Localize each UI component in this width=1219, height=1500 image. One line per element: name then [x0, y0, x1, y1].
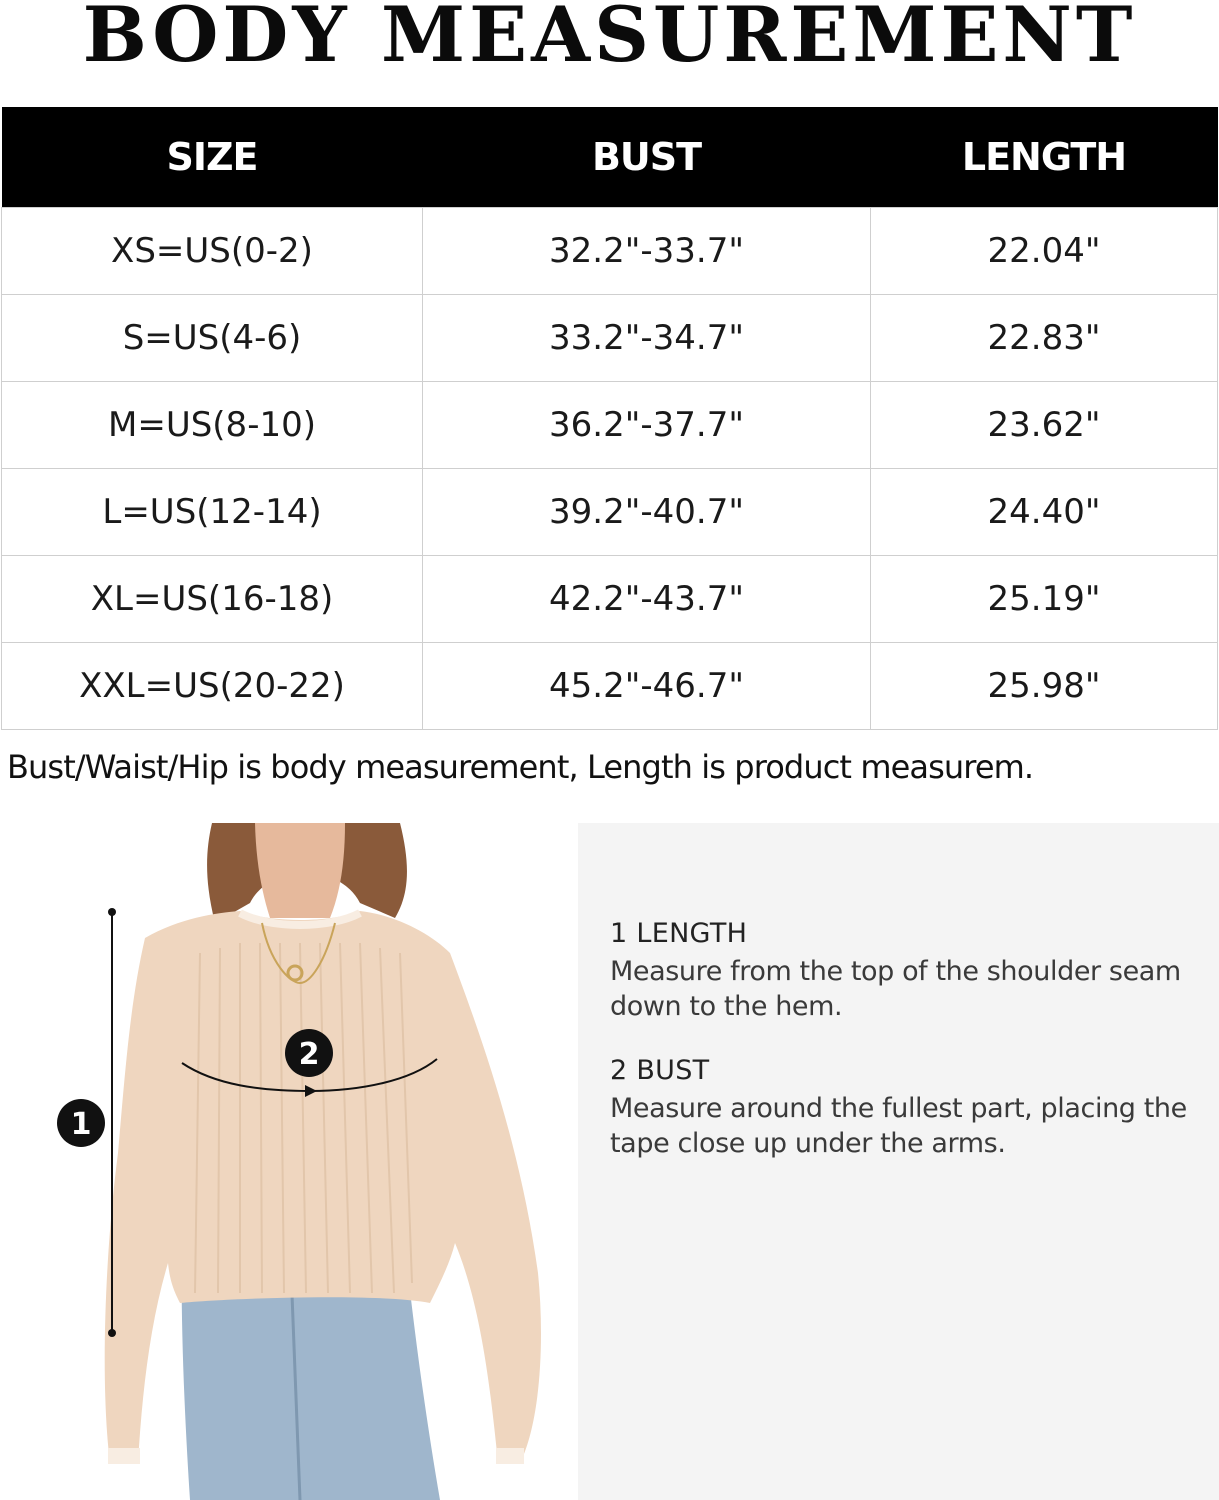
table-row [2, 382, 1218, 469]
bust-guide-title: 2 BUST [610, 1055, 710, 1086]
table-row [2, 208, 1218, 295]
cell-bust: 33.2"-34.7" [423, 295, 871, 382]
cell-size: XS=US(0-2) [2, 208, 423, 295]
cell-bust: 42.2"-43.7" [423, 556, 871, 643]
cell-size: XXL=US(20-22) [2, 643, 423, 730]
page-title: BODY MEASUREMENT [82, 0, 1137, 79]
length-guide-title: 1 LENGTH [610, 918, 748, 949]
header-bust: BUST [423, 107, 871, 208]
table-header-row [2, 107, 1218, 208]
cell-size: M=US(8-10) [2, 382, 423, 469]
table-row [2, 469, 1218, 556]
measurement-note: Bust/Waist/Hip is body measurement, Length is product measurem. [7, 748, 1034, 786]
cell-length: 22.83" [871, 295, 1218, 382]
cell-size: L=US(12-14) [2, 469, 423, 556]
cell-bust: 39.2"-40.7" [423, 469, 871, 556]
header-size: SIZE [2, 107, 423, 208]
cell-length: 22.04" [871, 208, 1218, 295]
cell-length: 25.98" [871, 643, 1218, 730]
length-badge-number: 1 [70, 1107, 92, 1142]
size-chart-table [1, 107, 1218, 730]
left-cuff [108, 1448, 140, 1464]
cell-length: 25.19" [871, 556, 1218, 643]
measurement-guide-panel [578, 823, 1219, 1500]
table-row [2, 643, 1218, 730]
bust-guide-description: Measure around the fullest part, placing the tape close up under the arms. [610, 1093, 1187, 1159]
bust-badge [285, 1029, 333, 1077]
table-row [2, 556, 1218, 643]
cell-size: XL=US(16-18) [2, 556, 423, 643]
right-cuff [496, 1448, 524, 1464]
table-row [2, 295, 1218, 382]
cell-bust: 36.2"-37.7" [423, 382, 871, 469]
cell-length: 23.62" [871, 382, 1218, 469]
length-guide-description: Measure from the top of the shoulder seam down to the hem. [610, 956, 1181, 1022]
model-illustration [0, 823, 578, 1500]
header-length: LENGTH [871, 107, 1218, 208]
cell-bust: 45.2"-46.7" [423, 643, 871, 730]
bust-badge-number: 2 [298, 1037, 320, 1072]
cell-bust: 32.2"-33.7" [423, 208, 871, 295]
length-badge [57, 1099, 105, 1147]
neck-shape [255, 823, 345, 918]
cell-length: 24.40" [871, 469, 1218, 556]
length-line-bottom-dot [108, 1329, 116, 1337]
length-line-top-dot [108, 908, 116, 916]
cell-size: S=US(4-6) [2, 295, 423, 382]
